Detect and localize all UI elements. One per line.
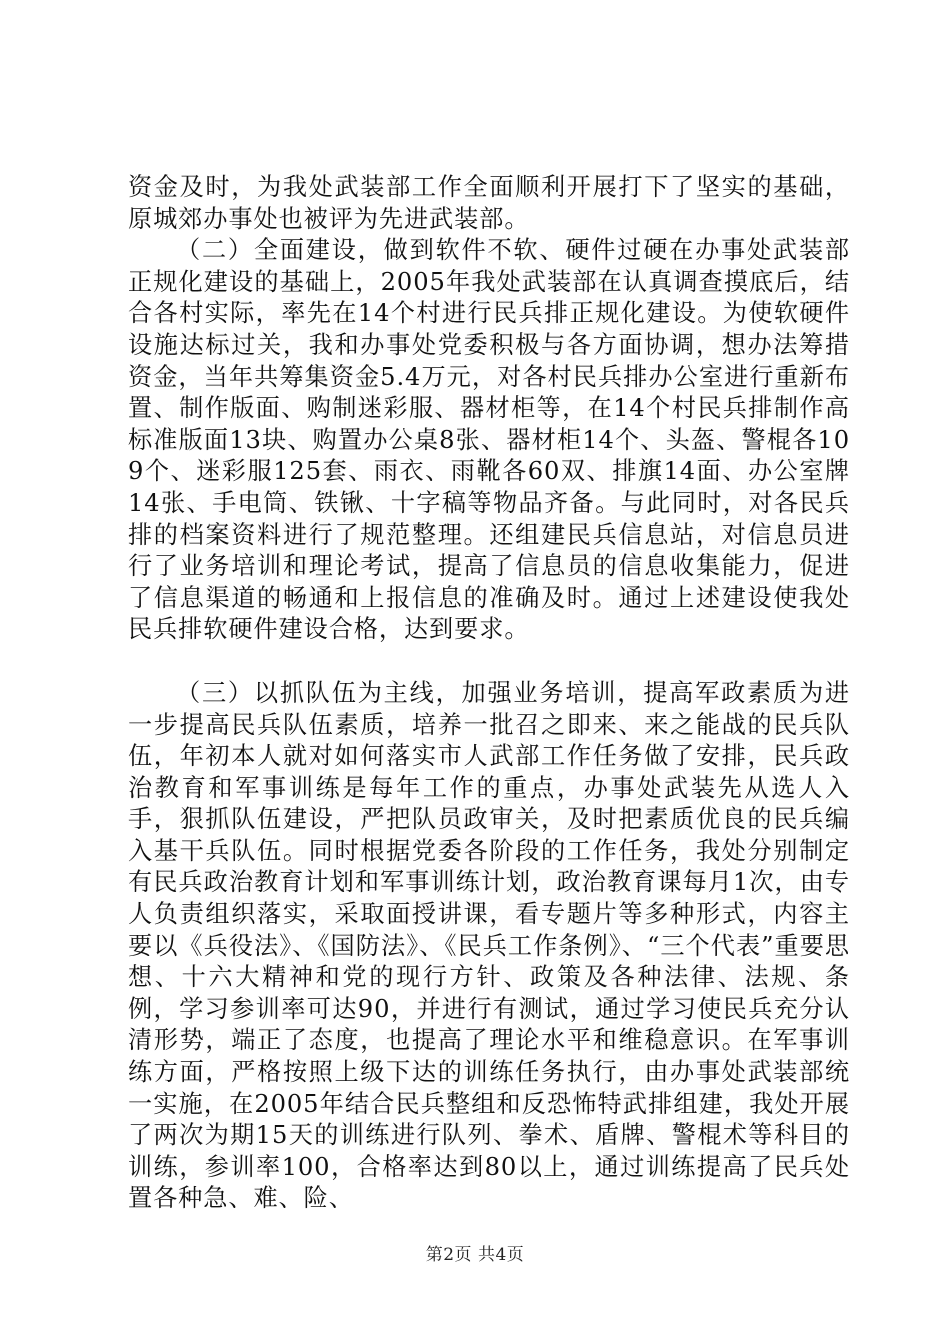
paragraph-section-two: （二）全面建设，做到软件不软、硬件过硬在办事处武装部正规化建设的基础上，2005年我处武装部在认真调查摸底后，结合各村实际，率先在14个村进行民兵排正规化建设。为使软硬件设施达标过关，我和办事处党委积极与各方面协调，想办法筹措资金，当年共筹集资金5.4万元，对各村民兵排办公室进行重新布置、制作版面、购制迷彩服、器材柜等，在14个村民兵排制作高标准版面13块、购置办公桌8张、器材柜14个、头盔、警棍各109个、迷彩服125套、雨衣、雨靴各60双、排旗14面、办公室牌14张、手电筒、铁锹、十字稿等物品齐备。与此同时，对各民兵排的档案资料进行了规范整理。还组建民兵信息站，对信息员进行了业务培训和理论考试，提高了信息员的信息收集能力，促进了信息渠道的畅通和上报信息的准确及时。通过上述建设使我处民兵排软硬件建设合格，达到要求。: [128, 236, 850, 644]
document-body: [128, 172, 850, 1215]
paragraph-section-three: （三）以抓队伍为主线，加强业务培训，提高军政素质为进一步提高民兵队伍素质，培养一批召之即来、来之能战的民兵队伍，年初本人就对如何落实市人武部工作任务做了安排，民兵政治教育和军事训练是每年工作的重点，办事处武装先从选人入手，狠抓队伍建设，严把队员政审关，及时把素质优良的民兵编入基干兵队伍。同时根据党委各阶段的工作任务，我处分别制定有民兵政治教育计划和军事训练计划，政治教育课每月1次，由专人负责组织落实，采取面授讲课，看专题片等多种形式，内容主要以《兵役法》、《国防法》、《民兵工作条例》、“三个代表”重要思想、十六大精神和党的现行方针、政策及各种法律、法规、条例，学习参训率可达90，并进行有测试，通过学习使民兵充分认清形势，端正了态度，也提高了理论水平和维稳意识。在军事训练方面，严格按照上级下达的训练任务执行，由办事处武装部统一实施，在2005年结合民兵整组和反恐怖特武排组建，我处开展了两次为期15天的训练进行队列、拳术、盾牌、警棍术等科目的训练，参训率100，合格率达到80以上，通过训练提高了民兵处置各种急、难、险、: [128, 678, 850, 1213]
page-footer: [0, 1244, 950, 1266]
page-number-label: 第2页 共4页: [425, 1245, 525, 1265]
paragraph-continuation: 资金及时，为我处武装部工作全面顺利开展打下了坚实的基础，原城郊办事处也被评为先进武装部。: [128, 173, 850, 233]
